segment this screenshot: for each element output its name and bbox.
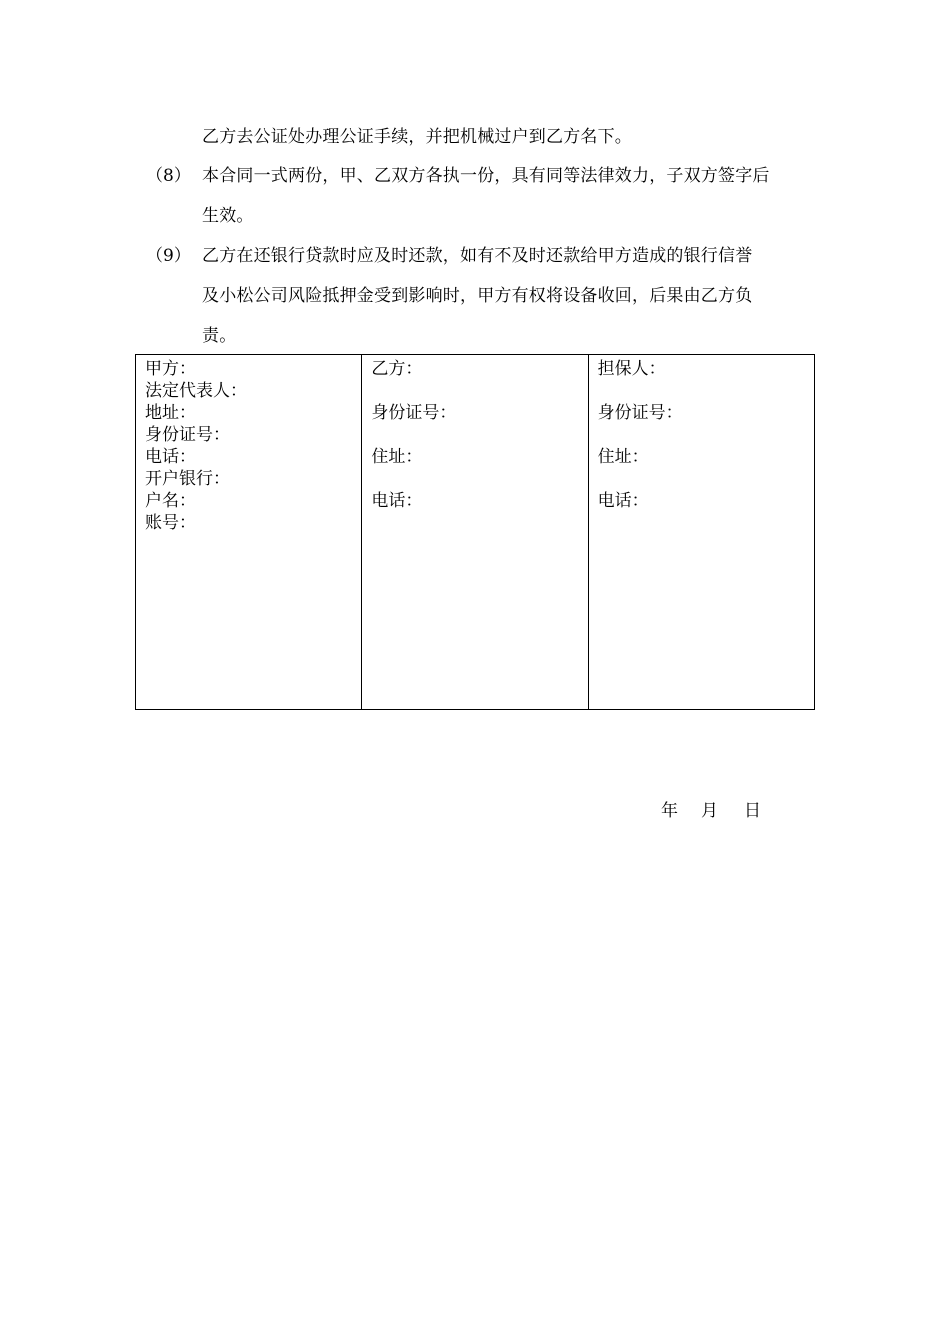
party-a-phone-label: 电话：: [145, 447, 196, 467]
clause-9-number: （9）: [146, 246, 191, 266]
clause-8-line-2: 生效。: [202, 206, 254, 226]
guarantor-label: 担保人：: [597, 359, 666, 379]
party-a-column: [136, 355, 362, 709]
date-year: 年: [661, 801, 678, 821]
guarantor-id-label: 身份证号：: [597, 403, 683, 423]
guarantor-residence-label: 住址：: [597, 447, 649, 467]
guarantor-phone-label: 电话：: [597, 491, 649, 511]
party-a-bank-label: 开户银行：: [145, 469, 230, 489]
party-b-phone-label: 电话：: [371, 491, 423, 511]
party-a-legal-rep-label: 法定代表人：: [145, 381, 247, 401]
date-line: [661, 800, 761, 822]
clause-7-continuation: 乙方去公证处办理公证手续，并把机械过户到乙方名下。: [202, 127, 632, 147]
party-a-label: 甲方：: [145, 359, 196, 379]
party-b-residence-label: 住址：: [371, 447, 423, 467]
signature-table: [135, 354, 815, 710]
clause-9-line-2: 及小松公司风险抵押金受到影响时，甲方有权将设备收回，后果由乙方负: [202, 286, 753, 306]
date-day: 日: [744, 801, 761, 821]
guarantor-column: [589, 355, 814, 709]
party-a-id-label: 身份证号：: [145, 425, 230, 445]
party-a-address-label: 地址：: [145, 403, 196, 423]
party-a-account-no-label: 账号：: [145, 513, 196, 533]
clause-8-line-1: 本合同一式两份，甲、乙双方各执一份，具有同等法律效力，子双方签字后: [202, 166, 770, 186]
party-b-label: 乙方：: [371, 359, 423, 379]
clause-9-line-1: 乙方在还银行贷款时应及时还款，如有不及时还款给甲方造成的银行信誉: [202, 246, 753, 266]
party-b-column: [362, 355, 588, 709]
date-month: 月: [701, 801, 718, 821]
clause-9-line-3: 责。: [202, 326, 237, 346]
clause-8-number: （8）: [146, 166, 191, 186]
party-b-id-label: 身份证号：: [371, 403, 457, 423]
party-a-account-name-label: 户名：: [145, 491, 196, 511]
